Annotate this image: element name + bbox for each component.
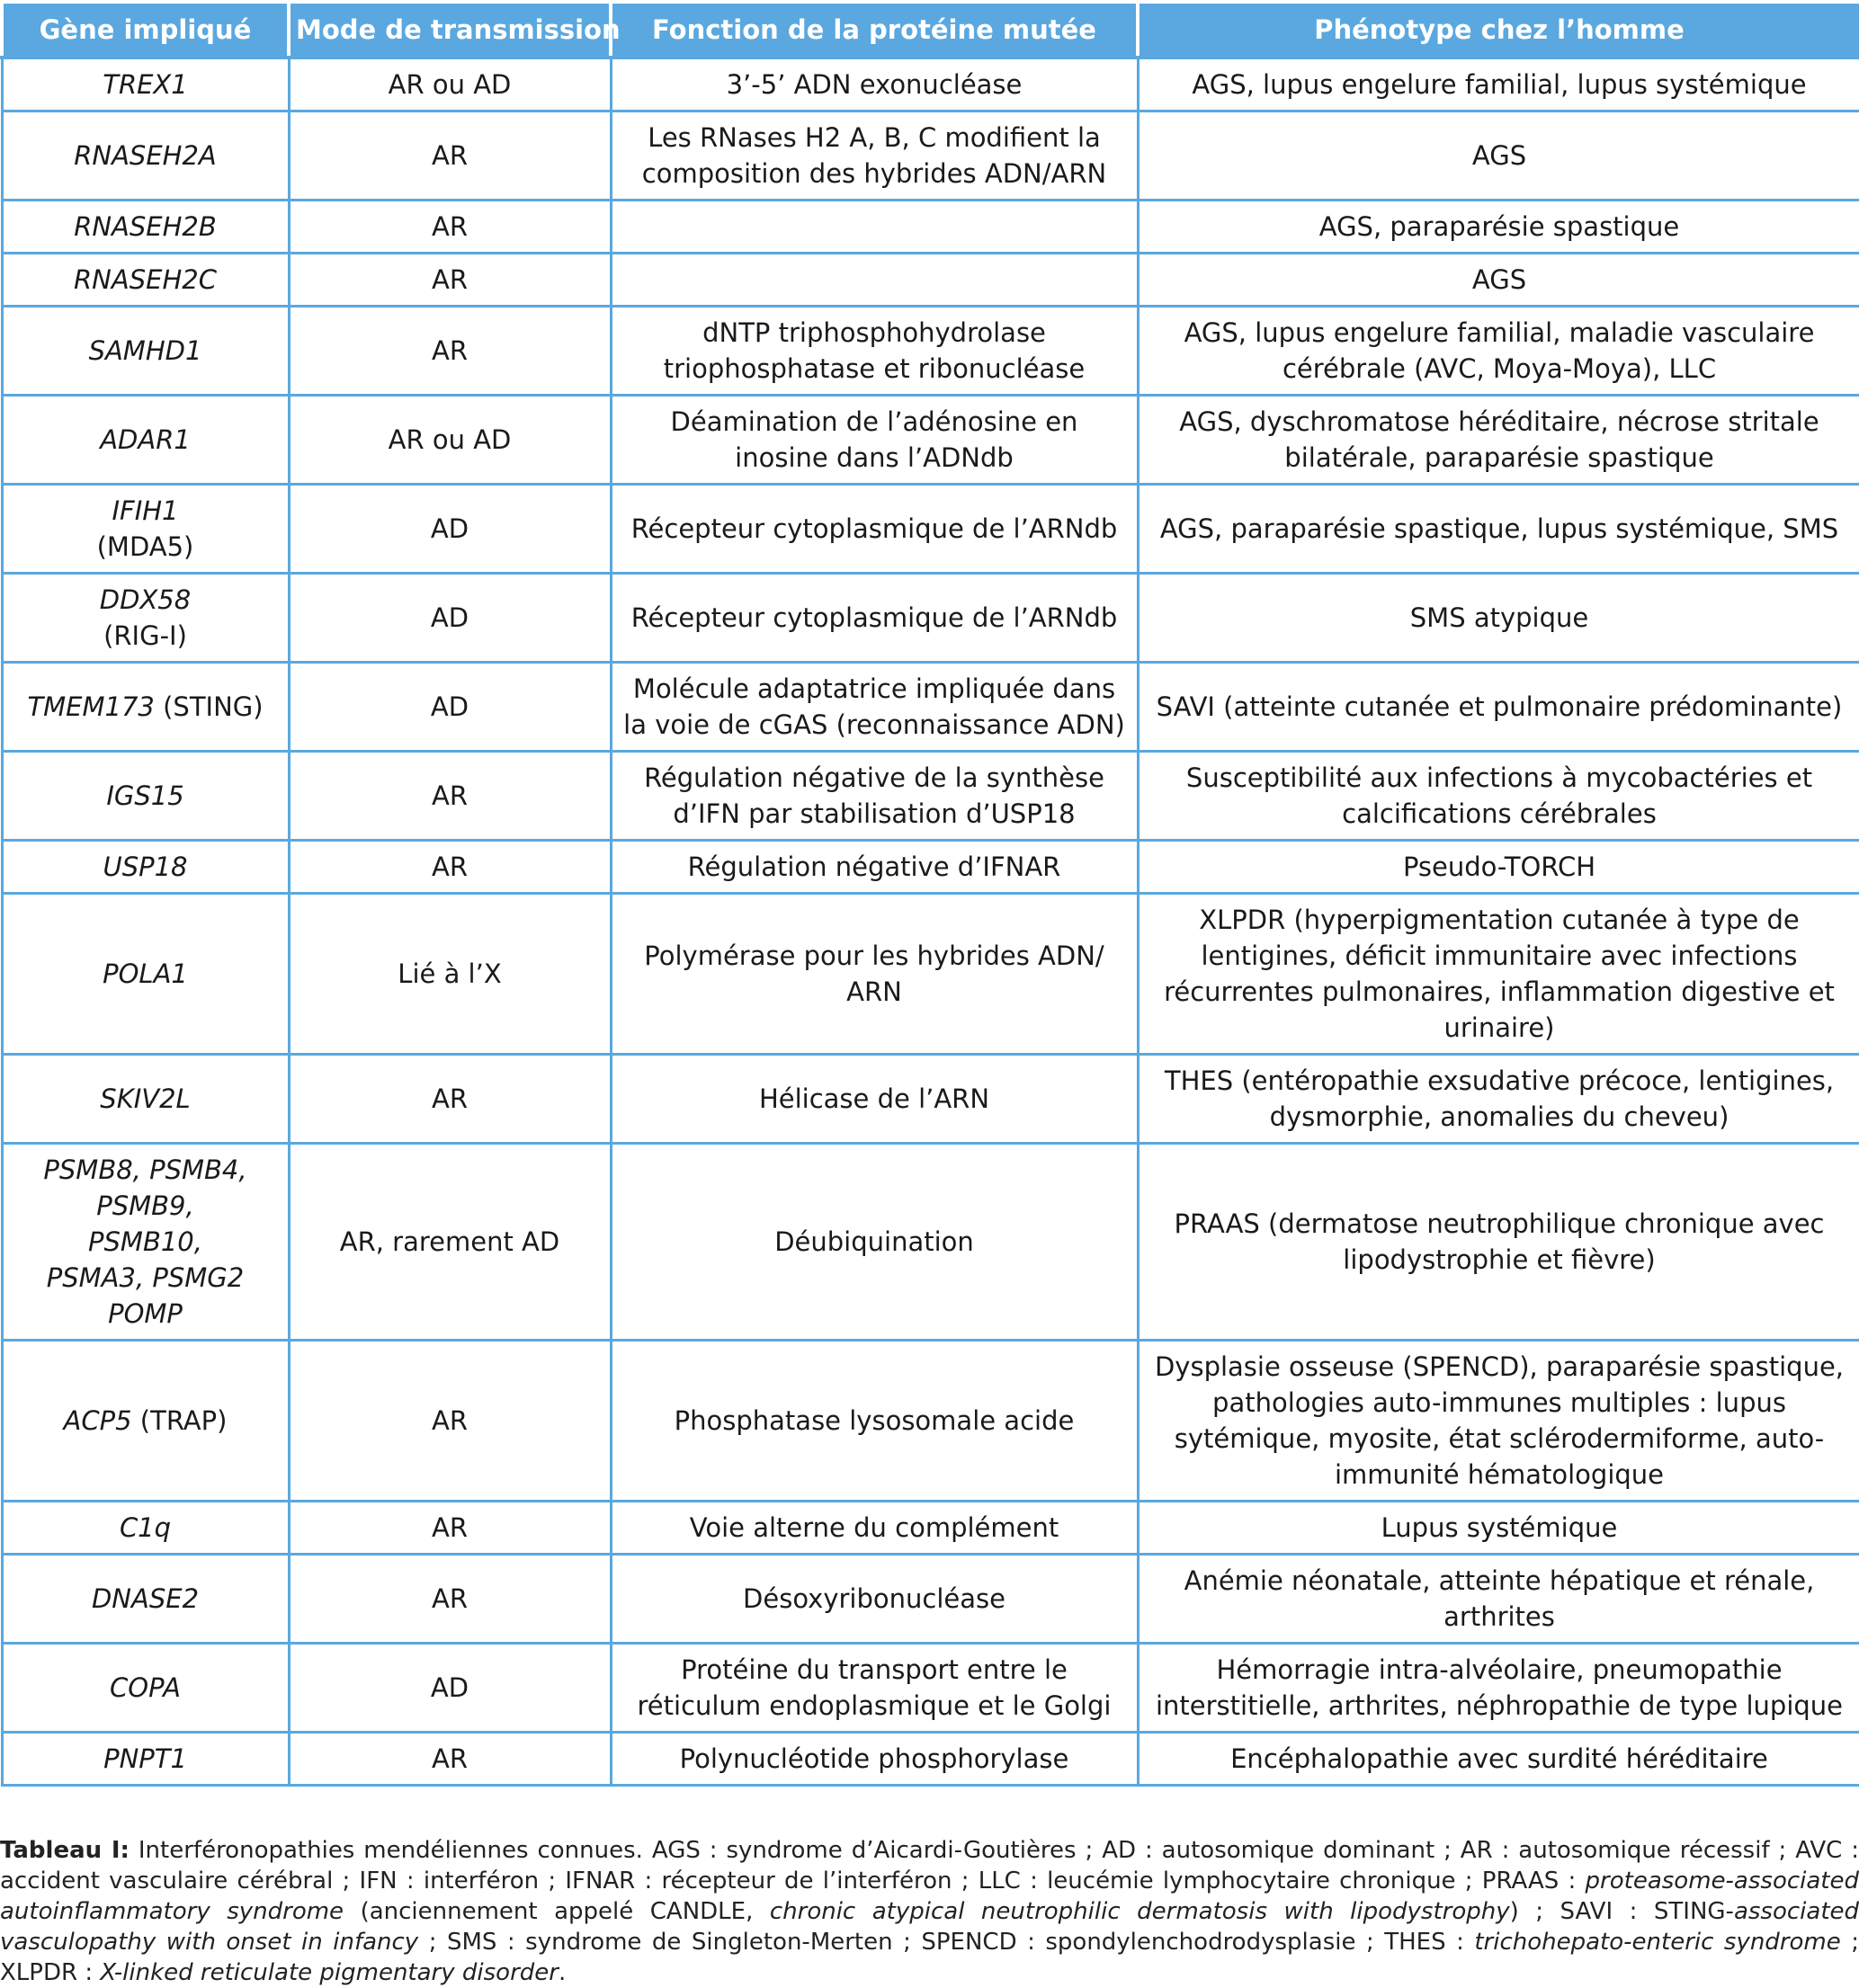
cell-gene xyxy=(2,1644,289,1733)
cell-gene xyxy=(2,1555,289,1644)
gene-line xyxy=(14,529,277,565)
cell-gene xyxy=(2,1144,289,1341)
cell-phenotype: Hémorragie intra-alvéolaire, pneumopathie interstitielle, arthrites, néphropathie de type lupique xyxy=(1138,1644,1859,1733)
caption-text xyxy=(0,1837,1859,1986)
cell-fonction: Molécule adaptatrice impliquée dans la voie de cGAS (reconnaissance ADN) xyxy=(611,663,1138,752)
cell-gene xyxy=(2,396,289,485)
gene-line xyxy=(14,1152,277,1188)
caption-part: X-linked reticulate pigmentary disorder xyxy=(100,1959,559,1986)
cell-mode: AR xyxy=(289,254,611,307)
gene-name: ADAR1 xyxy=(100,424,191,455)
cell-gene xyxy=(2,841,289,894)
table-row xyxy=(2,58,1859,111)
cell-fonction: Hélicase de l’ARN xyxy=(611,1055,1138,1144)
table-row xyxy=(2,201,1859,254)
header-phenotype: Phénotype chez l’homme xyxy=(1138,2,1859,58)
gene-alias: (TRAP) xyxy=(131,1405,228,1436)
gene-name: TREX1 xyxy=(103,69,188,100)
gene-line xyxy=(14,689,277,725)
cell-gene xyxy=(2,485,289,574)
cell-fonction: Régulation négative de la synthèse d’IFN par stabilisation d’USP18 xyxy=(611,752,1138,841)
cell-gene xyxy=(2,201,289,254)
cell-phenotype: Encéphalopathie avec surdité héréditaire xyxy=(1138,1733,1859,1786)
table-header xyxy=(2,2,1859,58)
table-row xyxy=(2,1555,1859,1644)
cell-phenotype: SMS atypique xyxy=(1138,574,1859,663)
caption-part: . xyxy=(558,1959,567,1986)
gene-line xyxy=(14,1188,277,1224)
cell-phenotype: SAVI (atteinte cutanée et pulmonaire prédominante) xyxy=(1138,663,1859,752)
gene-name: DNASE2 xyxy=(91,1583,200,1614)
cell-mode: AR xyxy=(289,1502,611,1555)
cell-fonction: Régulation négative d’IFNAR xyxy=(611,841,1138,894)
gene-line xyxy=(14,422,277,458)
cell-phenotype: Anémie néonatale, atteinte hépatique et rénale, arthrites xyxy=(1138,1555,1859,1644)
cell-fonction: Désoxyribonucléase xyxy=(611,1555,1138,1644)
gene-name: PSMA3, PSMG2 xyxy=(46,1262,245,1293)
cell-phenotype: XLPDR (hyperpigmentation cutanée à type de lentigines, déficit immunitaire avec infections récurrentes pulmonaires, inflammation digestive et urinaire) xyxy=(1138,894,1859,1055)
cell-gene xyxy=(2,1055,289,1144)
gene-line xyxy=(14,262,277,298)
cell-mode: AD xyxy=(289,574,611,663)
cell-phenotype: Lupus systémique xyxy=(1138,1502,1859,1555)
gene-name: POMP xyxy=(108,1298,183,1329)
header-fonction: Fonction de la protéine mutée xyxy=(611,2,1138,58)
cell-mode: AR xyxy=(289,1733,611,1786)
cell-gene xyxy=(2,1341,289,1502)
gene-name: IFIH1 xyxy=(112,495,179,526)
table-row xyxy=(2,254,1859,307)
cell-mode: Lié à l’X xyxy=(289,894,611,1055)
gene-line xyxy=(14,1081,277,1117)
table-row xyxy=(2,663,1859,752)
cell-phenotype: AGS, paraparésie spastique xyxy=(1138,201,1859,254)
table-row xyxy=(2,1644,1859,1733)
cell-fonction: Récepteur cytoplasmique de l’ARNdb xyxy=(611,485,1138,574)
cell-mode: AR xyxy=(289,307,611,396)
gene-name: SKIV2L xyxy=(100,1083,191,1114)
caption-label: Tableau I: xyxy=(0,1837,130,1864)
cell-gene xyxy=(2,1733,289,1786)
cell-phenotype: AGS, dyschromatose héréditaire, nécrose stritale bilatérale, paraparésie spastique xyxy=(1138,396,1859,485)
caption-part: trichohepato-enteric syndrome xyxy=(1474,1929,1841,1956)
gene-name: RNASEH2A xyxy=(74,140,217,171)
gene-line xyxy=(14,1741,277,1777)
gene-line xyxy=(14,1581,277,1617)
gene-alias: (RIG-I) xyxy=(103,620,187,651)
gene-line xyxy=(14,582,277,618)
caption-part: associated vasculopathy with onset in infancy xyxy=(0,1898,1859,1956)
cell-mode: AR ou AD xyxy=(289,58,611,111)
cell-gene xyxy=(2,1502,289,1555)
cell-phenotype: AGS, paraparésie spastique, lupus systémique, SMS xyxy=(1138,485,1859,574)
gene-name: C1q xyxy=(119,1512,172,1543)
cell-mode: AR xyxy=(289,1055,611,1144)
cell-gene xyxy=(2,894,289,1055)
gene-line xyxy=(14,1670,277,1706)
cell-phenotype: AGS, lupus engelure familial, lupus systémique xyxy=(1138,58,1859,111)
cell-gene xyxy=(2,663,289,752)
cell-phenotype: Pseudo-TORCH xyxy=(1138,841,1859,894)
table-row xyxy=(2,574,1859,663)
cell-fonction: Déamination de l’adénosine en inosine dans l’ADNdb xyxy=(611,396,1138,485)
gene-line xyxy=(14,138,277,174)
gene-line xyxy=(14,67,277,103)
cell-mode: AD xyxy=(289,663,611,752)
header-row xyxy=(2,2,1859,58)
gene-line xyxy=(14,956,277,992)
cell-mode: AR xyxy=(289,111,611,201)
table-row xyxy=(2,1733,1859,1786)
cell-gene xyxy=(2,752,289,841)
gene-name: PNPT1 xyxy=(103,1743,187,1774)
caption-part: ; XLPDR : xyxy=(0,1929,1859,1986)
gene-line xyxy=(14,1510,277,1546)
cell-gene xyxy=(2,111,289,201)
cell-mode: AR xyxy=(289,201,611,254)
cell-gene xyxy=(2,254,289,307)
gene-line xyxy=(14,333,277,369)
cell-fonction: Les RNases H2 A, B, C modifient la composition des hybrides ADN/ARN xyxy=(611,111,1138,201)
cell-fonction: Polynucléotide phosphorylase xyxy=(611,1733,1138,1786)
gene-name: IGS15 xyxy=(106,780,184,811)
cell-fonction: dNTP triphosphohydrolase triophosphatase et ribonucléase xyxy=(611,307,1138,396)
cell-fonction: Polymérase pour les hybrides ADN/ ARN xyxy=(611,894,1138,1055)
gene-name: POLA1 xyxy=(103,958,188,989)
cell-gene xyxy=(2,58,289,111)
gene-name: PSMB10, xyxy=(88,1226,202,1257)
gene-line xyxy=(14,618,277,654)
header-gene: Gène impliqué xyxy=(2,2,289,58)
gene-name: PSMB9, xyxy=(96,1190,194,1221)
table-row xyxy=(2,307,1859,396)
cell-fonction xyxy=(611,254,1138,307)
table-row xyxy=(2,1144,1859,1341)
caption-part: Interféronopathies mendéliennes connues. AGS : syndrome d’Aicardi-Goutières ; AD : autosomique dominant ; AR : autosomique récessif ; AVC : accident vasculaire cérébral ; IFN : interféron ; IFNAR : récepteur de l’interféron ; LLC : leucémie lymphocytaire chronique ; PRAAS : xyxy=(0,1837,1859,1894)
cell-mode: AR xyxy=(289,752,611,841)
cell-phenotype: AGS, lupus engelure familial, maladie vasculaire cérébrale (AVC, Moya-Moya), LLC xyxy=(1138,307,1859,396)
table-row xyxy=(2,111,1859,201)
cell-phenotype: Dysplasie osseuse (SPENCD), paraparésie spastique, pathologies auto-immunes multiples : lupus sytémique, myosite, état sclérodermiforme, auto-immunité hématologique xyxy=(1138,1341,1859,1502)
gene-name: TMEM173 xyxy=(27,691,155,722)
cell-gene xyxy=(2,307,289,396)
cell-mode: AD xyxy=(289,485,611,574)
cell-phenotype: AGS xyxy=(1138,111,1859,201)
cell-mode: AR, rarement AD xyxy=(289,1144,611,1341)
caption-part: ) ; SAVI : STING- xyxy=(1509,1898,1734,1925)
cell-mode: AR xyxy=(289,1341,611,1502)
gene-name: RNASEH2B xyxy=(74,211,217,242)
gene-alias: (MDA5) xyxy=(96,531,194,562)
table-row xyxy=(2,396,1859,485)
gene-line xyxy=(14,849,277,885)
gene-name: PSMB8, PSMB4, xyxy=(43,1154,247,1185)
cell-fonction: Récepteur cytoplasmique de l’ARNdb xyxy=(611,574,1138,663)
table-row xyxy=(2,485,1859,574)
cell-mode: AR xyxy=(289,841,611,894)
table-row xyxy=(2,841,1859,894)
cell-phenotype: THES (entéropathie exsudative précoce, lentigines, dysmorphie, anomalies du cheveu) xyxy=(1138,1055,1859,1144)
gene-line xyxy=(14,1403,277,1439)
gene-line xyxy=(14,209,277,245)
table-row xyxy=(2,894,1859,1055)
table-row xyxy=(2,1502,1859,1555)
gene-line xyxy=(14,1260,277,1296)
cell-fonction xyxy=(611,201,1138,254)
caption-part: chronic atypical neutrophilic dermatosis with lipodystrophy xyxy=(769,1898,1510,1925)
gene-line xyxy=(14,1224,277,1260)
caption-part: ; SMS : syndrome de Singleton-Merten ; SPENCD : spondylenchodrodysplasie ; THES : xyxy=(418,1929,1475,1956)
gene-name: ACP5 xyxy=(63,1405,132,1436)
cell-fonction: Déubiquination xyxy=(611,1144,1138,1341)
cell-mode: AR ou AD xyxy=(289,396,611,485)
gene-name: USP18 xyxy=(103,851,188,882)
gene-line xyxy=(14,1296,277,1332)
cell-gene xyxy=(2,574,289,663)
cell-fonction: Protéine du transport entre le réticulum endoplasmique et le Golgi xyxy=(611,1644,1138,1733)
gene-name: DDX58 xyxy=(99,584,192,615)
gene-name: COPA xyxy=(110,1672,181,1703)
cell-fonction: Voie alterne du complément xyxy=(611,1502,1138,1555)
table-caption xyxy=(0,1835,1859,1988)
cell-mode: AR xyxy=(289,1555,611,1644)
cell-fonction: Phosphatase lysosomale acide xyxy=(611,1341,1138,1502)
table-row xyxy=(2,1341,1859,1502)
gene-name: RNASEH2C xyxy=(74,264,217,295)
table-row xyxy=(2,1055,1859,1144)
cell-mode: AD xyxy=(289,1644,611,1733)
cell-phenotype: Susceptibilité aux infections à mycobactéries et calcifications cérébrales xyxy=(1138,752,1859,841)
table-body xyxy=(2,58,1859,1786)
caption-part: (anciennement appelé CANDLE, xyxy=(344,1898,770,1925)
gene-alias: (STING) xyxy=(154,691,264,722)
gene-line xyxy=(14,778,277,814)
cell-fonction: 3’-5’ ADN exonucléase xyxy=(611,58,1138,111)
cell-phenotype: PRAAS (dermatose neutrophilique chronique avec lipodystrophie et fièvre) xyxy=(1138,1144,1859,1341)
cell-phenotype: AGS xyxy=(1138,254,1859,307)
header-mode: Mode de transmission xyxy=(289,2,611,58)
table-row xyxy=(2,752,1859,841)
caption-part: proteasome-associated autoinflammatory syndrome xyxy=(0,1868,1859,1925)
gene-line xyxy=(14,493,277,529)
gene-name: SAMHD1 xyxy=(88,335,202,366)
